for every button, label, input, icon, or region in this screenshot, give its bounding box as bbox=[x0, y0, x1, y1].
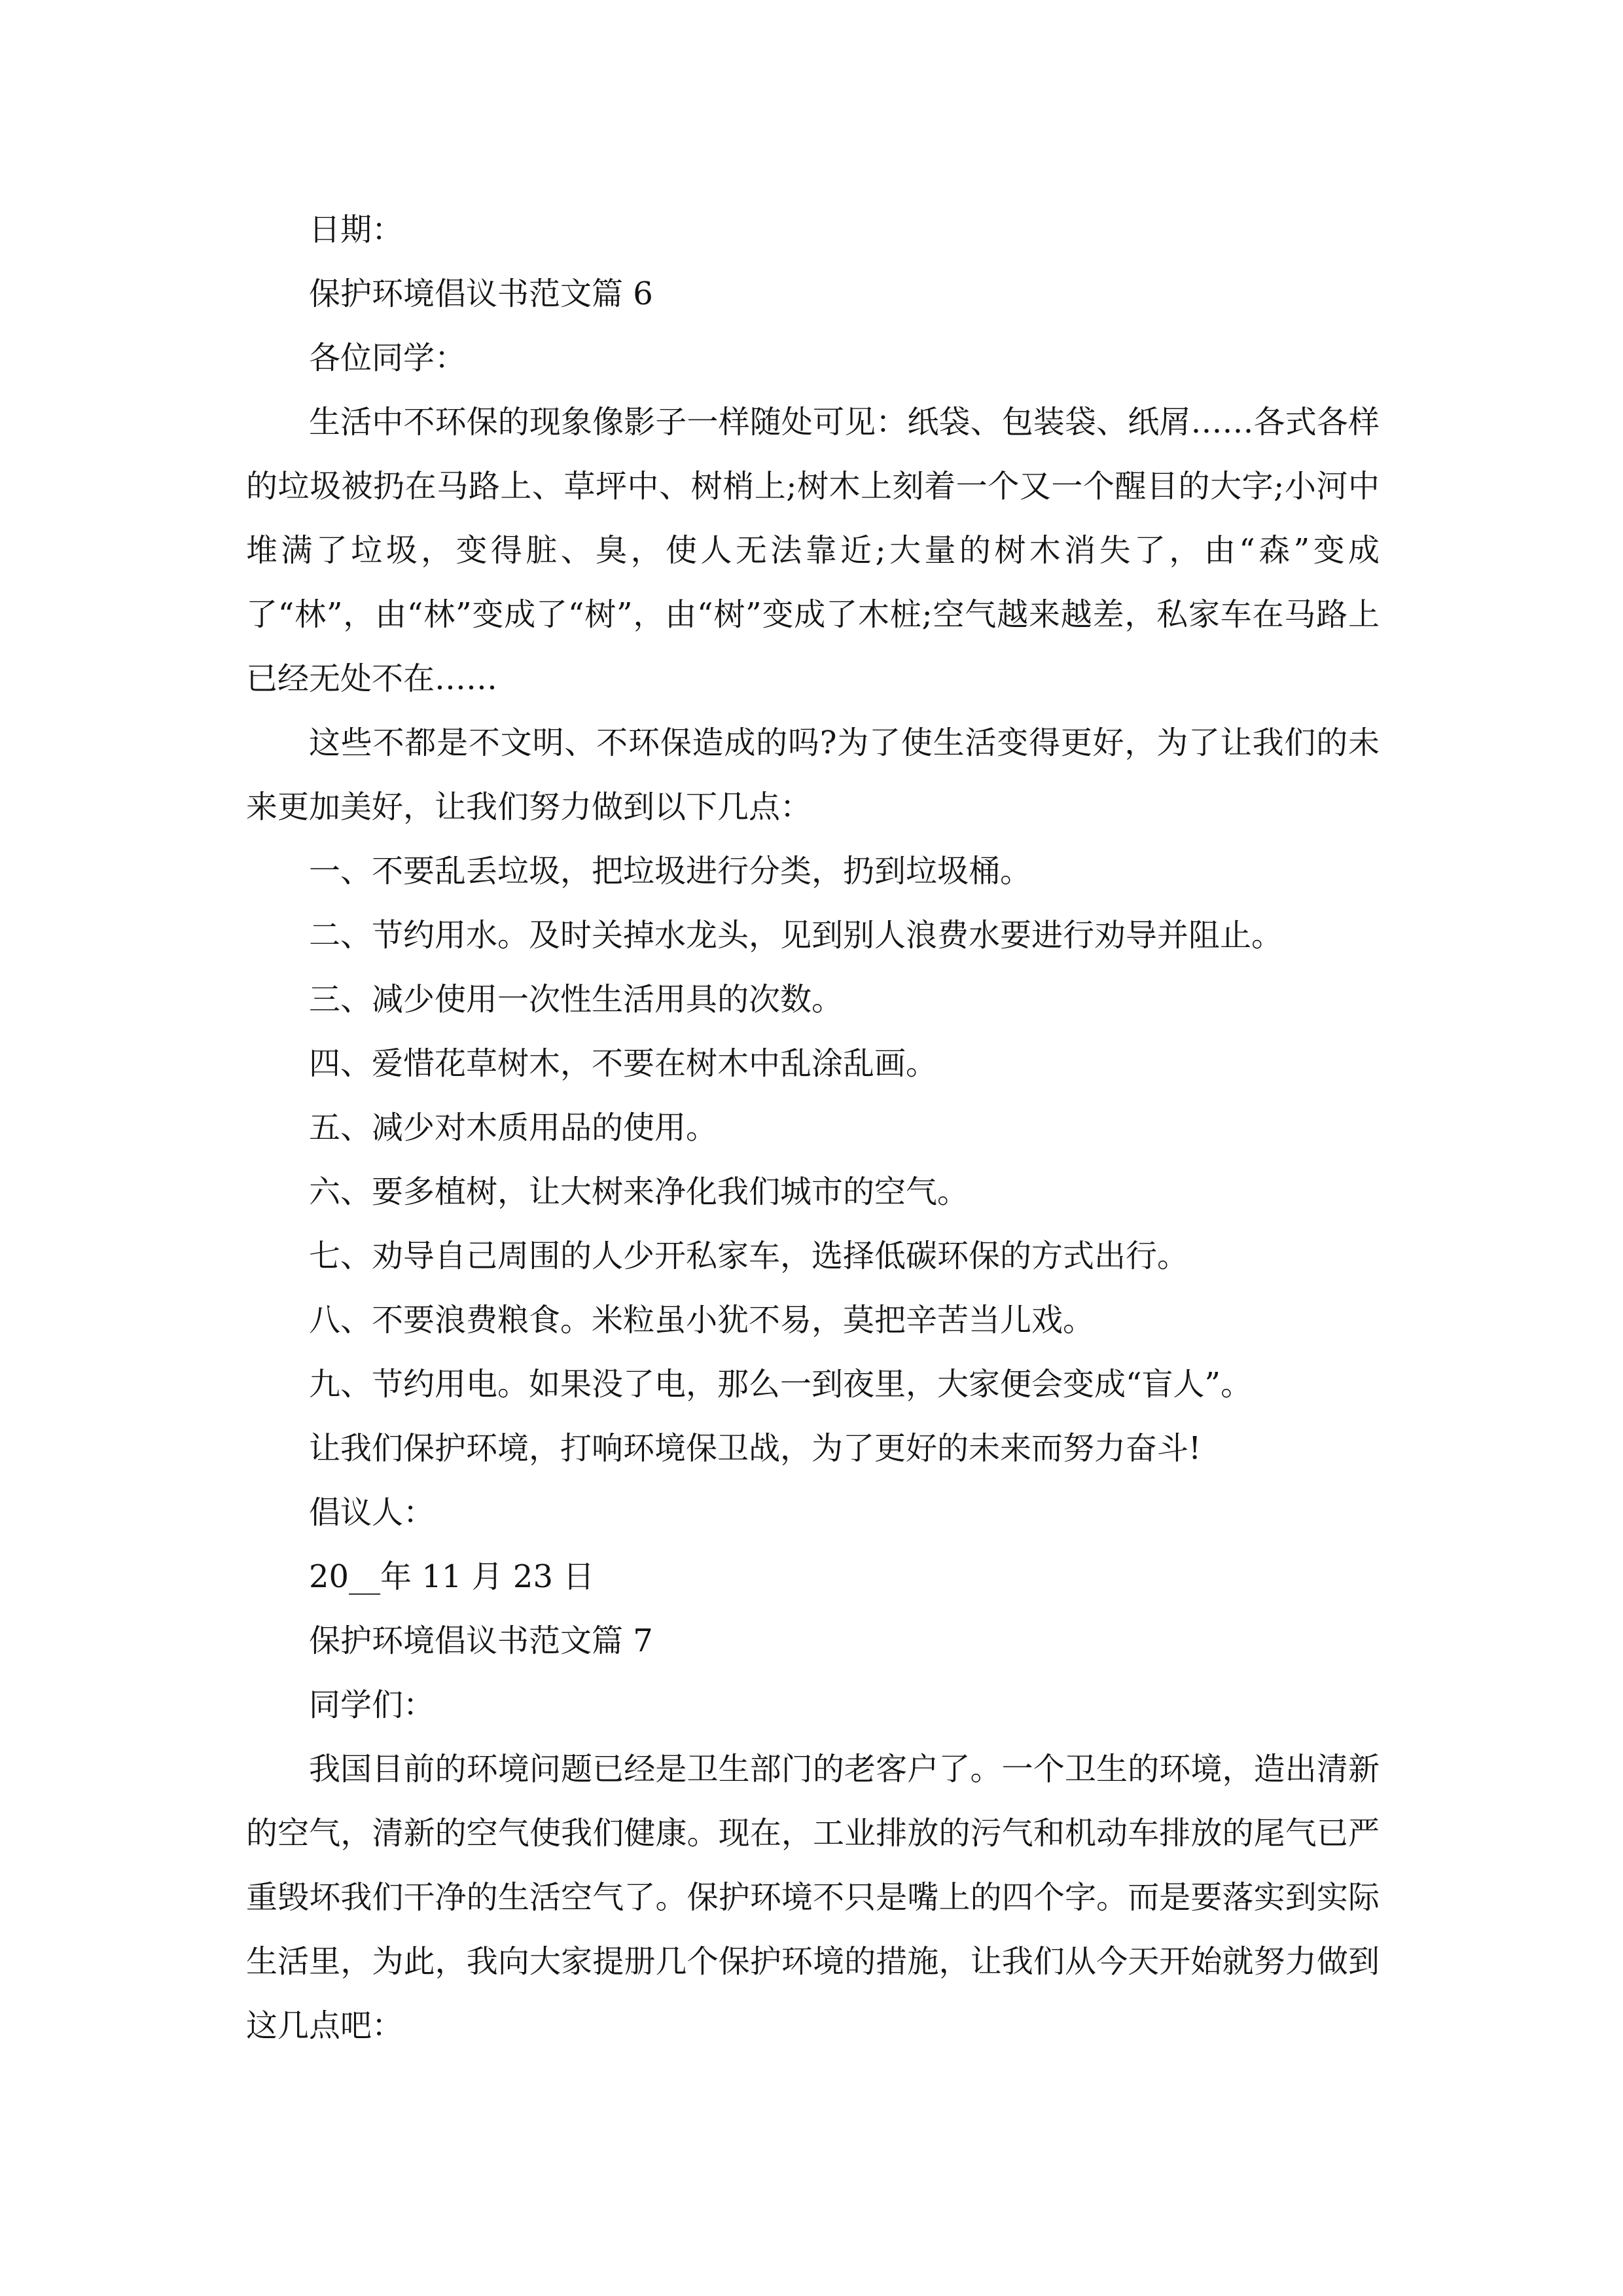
article-6-item-3: 三、减少使用一次性生活用具的次数。 bbox=[309, 981, 844, 1018]
article-6-item-8: 八、不要浪费粮食。米粒虽小犹不易，莫把辛苦当儿戏。 bbox=[309, 1302, 1095, 1338]
article-6-salutation: 各位同学： bbox=[309, 340, 467, 376]
article-6-item-2: 二、节约用水。及时关掉水龙头，见到别人浪费水要进行劝导并阻止。 bbox=[309, 917, 1283, 954]
document-body bbox=[246, 198, 1380, 2058]
article-6-item-5: 五、减少对木质用品的使用。 bbox=[309, 1109, 718, 1146]
article-6-title: 保护环境倡议书范文篇 6 bbox=[309, 276, 653, 312]
article-7-salutation: 同学们： bbox=[309, 1687, 435, 1723]
article-7-title: 保护环境倡议书范文篇 7 bbox=[309, 1623, 653, 1659]
article-6-item-7: 七、劝导自己周围的人少开私家车，选择低碳环保的方式出行。 bbox=[309, 1238, 1189, 1274]
article-6-item-1: 一、不要乱丢垃圾，把垃圾进行分类，扔到垃圾桶。 bbox=[309, 853, 1032, 889]
article-6-item-6: 六、要多植树，让大树来净化我们城市的空气。 bbox=[309, 1174, 969, 1210]
article-6-paragraph-2: 这些不都是不文明、不环保造成的吗?为了使生活变得更好，为了让我们的未来更加美好，让我们努力做到以下几点： bbox=[246, 725, 1380, 825]
article-6-paragraph-1: 生活中不环保的现象像影子一样随处可见：纸袋、包装袋、纸屑……各式各样的垃圾被扔在马路上、草坪中、树梢上;树木上刻着一个又一个醒目的大字;小河中堆满了垃圾，变得脏、臭，使人无法靠近;大量的树木消失了，由“森”变成了“林”，由“林”变成了“树”，由“树”变成了木桩;空气越来越差，私家车在马路上已经无处不在…… bbox=[246, 404, 1380, 697]
article-6-date: 20__年 11 月 23 日 bbox=[309, 1558, 595, 1595]
date-label: 日期： bbox=[309, 211, 404, 248]
article-6-closing: 让我们保护环境，打响环境保卫战，为了更好的未来而努力奋斗! bbox=[309, 1430, 1202, 1467]
article-6-item-4: 四、爱惜花草树木，不要在树木中乱涂乱画。 bbox=[309, 1045, 938, 1082]
proposer-label: 倡议人： bbox=[309, 1494, 435, 1531]
article-6-item-9: 九、节约用电。如果没了电，那么一到夜里，大家便会变成“盲人”。 bbox=[309, 1366, 1253, 1403]
article-7-paragraph-1: 我国目前的环境问题已经是卫生部门的老客户了。一个卫生的环境，造出清新的空气，清新的空气使我们健康。现在，工业排放的污气和机动车排放的尾气已严重毁坏我们干净的生活空气了。保护环境不只是嘴上的四个字。而是要落实到实际生活里，为此，我向大家提册几个保护环境的措施，让我们从今天开始就努力做到这几点吧： bbox=[246, 1751, 1380, 2044]
